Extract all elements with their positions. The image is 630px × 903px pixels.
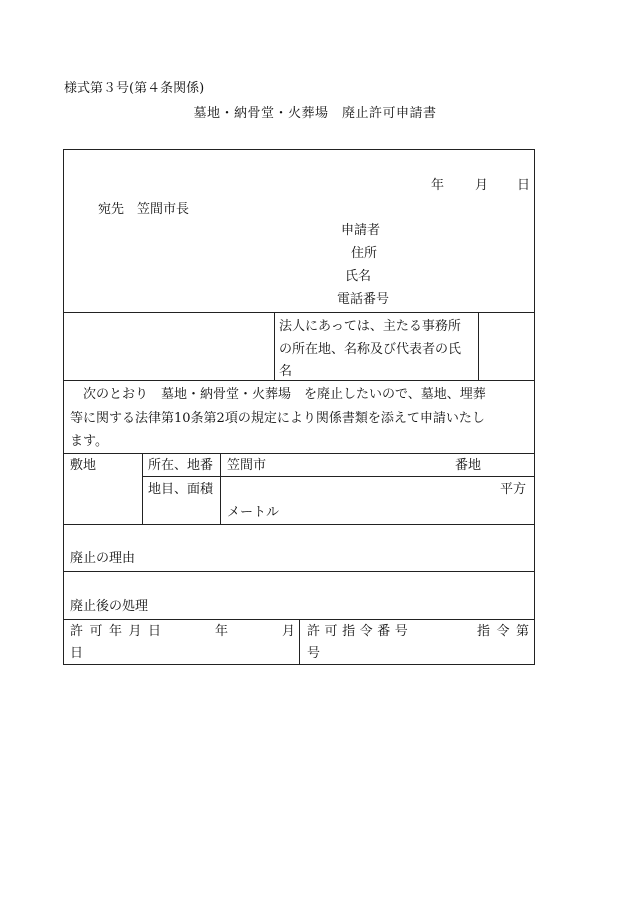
rule-reason-bottom [64, 571, 534, 572]
document-title: 墓地・納骨堂・火葬場 廃止許可申請書 [193, 106, 437, 121]
square-label: 平方 [500, 482, 527, 497]
rule-header-bottom [64, 312, 534, 313]
address-label: 住所 [351, 246, 378, 261]
rule-site-label [142, 453, 143, 524]
corporate-note-line-1: 法人にあっては、主たる事務所 [279, 319, 461, 334]
addressee: 宛先 笠間市長 [98, 202, 190, 217]
rule-site-middle [142, 476, 534, 477]
permit-date-label: 許可年月日 [70, 624, 168, 639]
corporate-note-line-2: の所在地、名称及び代表者の氏 [279, 342, 462, 357]
rule-permit-middle [299, 619, 300, 664]
date-day-label: 日 [517, 178, 531, 193]
rule-corporate-right [478, 312, 479, 380]
reason-label: 廃止の理由 [70, 551, 136, 566]
application-form-table [63, 149, 535, 665]
city-name: 笠間市 [227, 458, 267, 473]
location-label: 所在、地番 [148, 458, 214, 473]
lot-number-label: 番地 [455, 458, 482, 473]
rule-site-field [220, 453, 221, 524]
rule-corporate-bottom [64, 380, 534, 381]
phone-label: 電話番号 [337, 292, 390, 307]
permit-month-label: 月 [282, 624, 296, 639]
permit-day-label: 日 [70, 646, 84, 661]
statement-line-1: 次のとおり 墓地・納骨堂・火葬場 を廃止したいので、墓地、埋葬 [83, 387, 486, 402]
statement-line-3: ます。 [70, 434, 108, 449]
corporate-note-line-3: 名 [279, 364, 293, 379]
rule-corporate-left [274, 312, 275, 380]
rule-site-bottom [64, 524, 534, 525]
date-month-label: 月 [475, 178, 489, 193]
permit-order-number-label: 許可指令番号 [307, 624, 413, 639]
disposition-label: 廃止後の処理 [70, 599, 149, 614]
permit-order-prefix: 指令第 [477, 624, 536, 639]
applicant-label: 申請者 [341, 223, 381, 238]
rule-statement-bottom [64, 453, 534, 454]
meter-label: メートル [227, 505, 280, 520]
name-label: 氏名 [345, 269, 372, 284]
permit-year-label: 年 [215, 624, 229, 639]
permit-order-suffix: 号 [307, 646, 321, 661]
land-category-label: 地目、面積 [148, 482, 214, 497]
statement-line-2: 等に関する法律第10条第2項の規定により関係書類を添えて申請いたし [70, 411, 485, 426]
site-label: 敷地 [70, 458, 97, 473]
form-number: 様式第３号(第４条関係) [64, 81, 205, 96]
date-year-label: 年 [431, 178, 445, 193]
